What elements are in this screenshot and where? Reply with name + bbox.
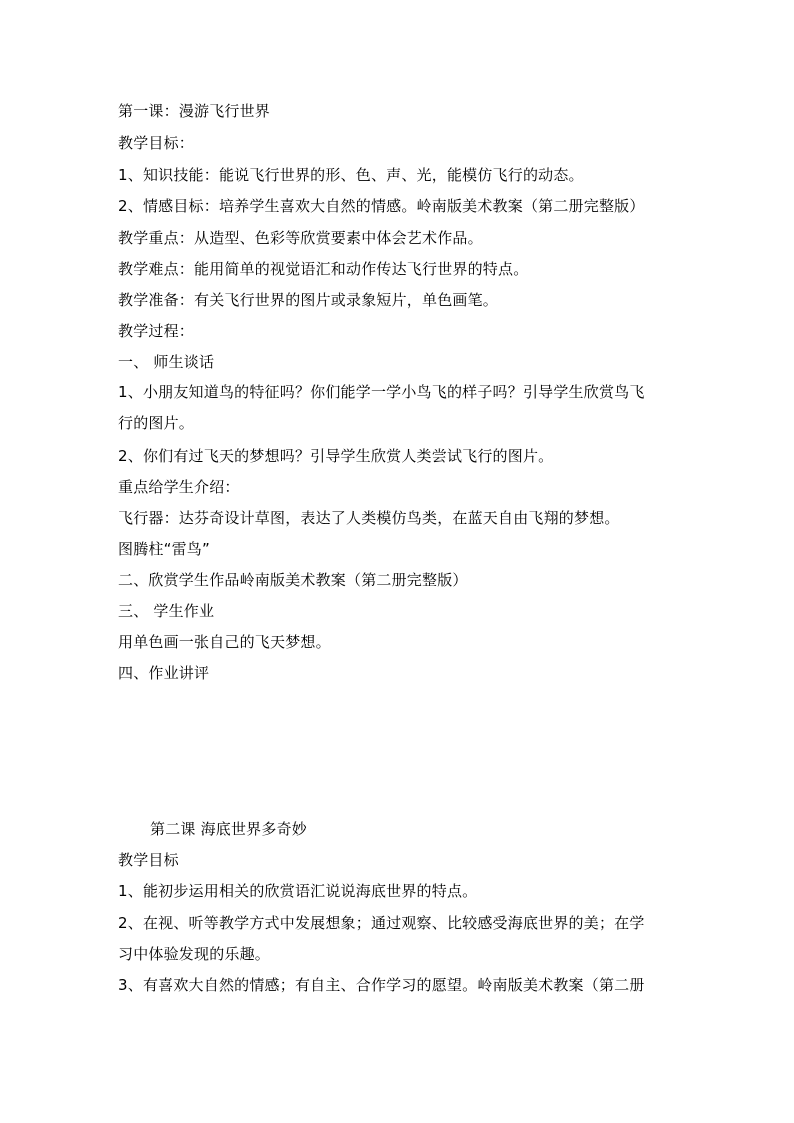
lesson1-step-1: 一、 师生谈话 <box>118 353 215 371</box>
lesson1-preparation: 教学准备：有关飞行世界的图片或录象短片，单色画笔。 <box>118 291 499 309</box>
lesson1-intro-heading: 重点给学生介绍： <box>118 478 240 496</box>
lesson2-title: 第二课 海底世界多奇妙 <box>150 820 307 838</box>
lesson2-goal-2-line-1: 2、在视、听等教学方式中发展想象；通过观察、比较感受海底世界的美；在学 <box>118 914 645 932</box>
lesson1-goal-1: 1、知识技能：能说飞行世界的形、色、声、光，能模仿飞行的动态。 <box>118 166 584 184</box>
lesson1-title: 第一课：漫游飞行世界 <box>118 102 271 120</box>
lesson1-step-3: 三、 学生作业 <box>118 602 215 620</box>
lesson1-step-4: 四、作业讲评 <box>118 664 210 682</box>
lesson1-homework: 用单色画一张自己的飞天梦想。 <box>118 633 331 651</box>
lesson1-process-heading: 教学过程： <box>118 322 195 340</box>
lesson1-difficulty: 教学难点：能用简单的视觉语汇和动作传达飞行世界的特点。 <box>118 260 529 278</box>
lesson1-step-2: 二、欣赏学生作品岭南版美术教案（第二册完整版） <box>118 571 468 589</box>
lesson2-goals-heading: 教学目标 <box>118 851 179 869</box>
lesson1-goal-2: 2、情感目标：培养学生喜欢大自然的情感。岭南版美术教案（第二册完整版） <box>118 197 645 215</box>
lesson1-aircraft: 飞行器：达芬奇设计草图，表达了人类模仿鸟类，在蓝天自由飞翔的梦想。 <box>118 509 620 527</box>
lesson1-question-2: 2、你们有过飞天的梦想吗？引导学生欣赏人类尝试飞行的图片。 <box>118 447 554 465</box>
lesson1-question-1-line-2: 行的图片。 <box>118 414 195 432</box>
lesson2-goal-2-line-2: 习中体验发现的乐趣。 <box>118 945 271 963</box>
lesson2-goal-3: 3、有喜欢大自然的情感；有自主、合作学习的愿望。岭南版美术教案（第二册 <box>118 976 645 994</box>
lesson1-key-point: 教学重点：从造型、色彩等欣赏要素中体会艺术作品。 <box>118 229 483 247</box>
lesson1-question-1-line-1: 1、小朋友知道鸟的特征吗？你们能学一学小鸟飞的样子吗？引导学生欣赏鸟飞 <box>118 383 645 401</box>
lesson2-goal-1: 1、能初步运用相关的欣赏语汇说说海底世界的特点。 <box>118 882 478 900</box>
lesson1-totem: 图腾柱“雷鸟” <box>118 540 210 558</box>
lesson1-goals-heading: 教学目标： <box>118 134 195 152</box>
